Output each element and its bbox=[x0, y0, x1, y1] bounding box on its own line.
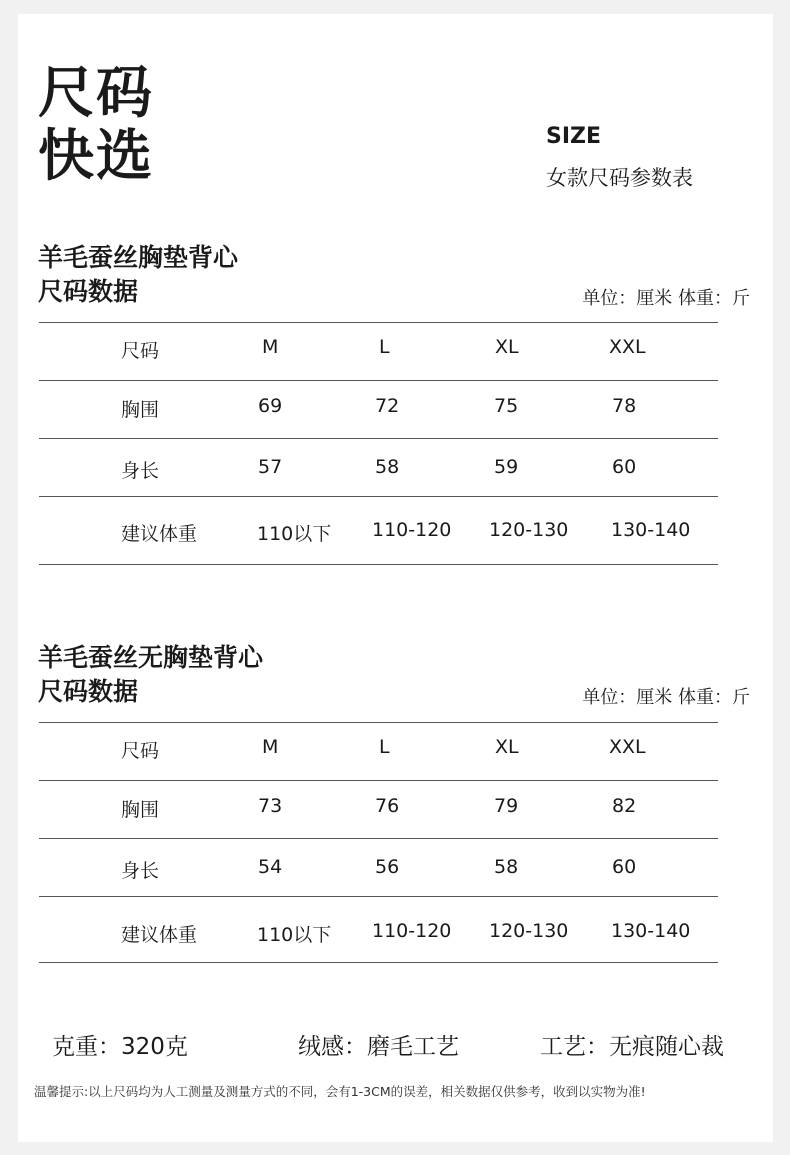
table-cell: 76 bbox=[375, 795, 400, 817]
table-cell: 胸围 bbox=[121, 799, 160, 821]
fabric-feel: 绒感：磨毛工艺 bbox=[298, 1034, 459, 1060]
page-title-line1: 尺码 bbox=[38, 61, 154, 126]
table-cell: 73 bbox=[258, 795, 283, 817]
table2-title-line2: 尺码数据 bbox=[38, 677, 139, 706]
table-cell: 60 bbox=[612, 456, 637, 478]
table-cell: 130-140 bbox=[611, 920, 691, 942]
table-divider bbox=[39, 496, 718, 497]
table-cell: 胸围 bbox=[121, 399, 160, 421]
table-cell: 110以下 bbox=[257, 523, 332, 545]
table-divider bbox=[39, 564, 718, 565]
table-cell: M bbox=[262, 336, 279, 358]
table-cell: 身长 bbox=[121, 460, 160, 482]
table-cell: 尺码 bbox=[121, 340, 160, 362]
table-cell: L bbox=[379, 336, 390, 358]
table-cell: 建议体重 bbox=[121, 924, 198, 946]
table-cell: XL bbox=[495, 736, 519, 758]
page-title bbox=[38, 62, 154, 188]
table-cell: 58 bbox=[494, 856, 519, 878]
table1-title-line2: 尺码数据 bbox=[38, 277, 139, 306]
table-divider bbox=[39, 896, 718, 897]
table-cell: 130-140 bbox=[611, 519, 691, 541]
table-divider bbox=[39, 380, 718, 381]
table2-title bbox=[38, 641, 263, 709]
table-divider bbox=[39, 962, 718, 963]
table1-unit: 单位：厘米 体重：斤 bbox=[582, 288, 750, 309]
table-cell: M bbox=[262, 736, 279, 758]
table-cell: 建议体重 bbox=[121, 523, 198, 545]
table-divider bbox=[39, 838, 718, 839]
table-cell: 54 bbox=[258, 856, 283, 878]
table-cell: 75 bbox=[494, 395, 519, 417]
table-cell: 110以下 bbox=[257, 924, 332, 946]
table1-title-line1: 羊毛蚕丝胸垫背心 bbox=[38, 243, 239, 272]
table-cell: 110-120 bbox=[372, 519, 452, 541]
fabric-weight: 克重：320克 bbox=[52, 1034, 188, 1060]
table-cell: 57 bbox=[258, 456, 283, 478]
table-divider bbox=[39, 722, 718, 723]
table-cell: 69 bbox=[258, 395, 283, 417]
table-cell: 78 bbox=[612, 395, 637, 417]
table2-unit: 单位：厘米 体重：斤 bbox=[582, 687, 750, 708]
table-cell: 82 bbox=[612, 795, 637, 817]
table-cell: 尺码 bbox=[121, 740, 160, 762]
table-cell: L bbox=[379, 736, 390, 758]
table-cell: 56 bbox=[375, 856, 400, 878]
table-cell: 110-120 bbox=[372, 920, 452, 942]
table-cell: 120-130 bbox=[489, 519, 569, 541]
table-cell: 72 bbox=[375, 395, 400, 417]
table-divider bbox=[39, 780, 718, 781]
table2-title-line1: 羊毛蚕丝无胸垫背心 bbox=[38, 643, 264, 672]
table-cell: 79 bbox=[494, 795, 519, 817]
table-divider bbox=[39, 322, 718, 323]
measurement-note: 温馨提示:以上尺码均为人工测量及测量方式的不同，会有1-3CM的误差，相关数据仅供参考，收到以实物为准! bbox=[34, 1084, 646, 1099]
size-label-en: SIZE bbox=[546, 124, 602, 149]
table-cell: 身长 bbox=[121, 860, 160, 882]
table-cell: 58 bbox=[375, 456, 400, 478]
craft-info: 工艺：无痕随心裁 bbox=[540, 1034, 724, 1060]
table-cell: 59 bbox=[494, 456, 519, 478]
table-cell: XXL bbox=[609, 336, 646, 358]
table1-title bbox=[38, 241, 238, 309]
table-cell: XL bbox=[495, 336, 519, 358]
table-divider bbox=[39, 438, 718, 439]
page-title-line2: 快选 bbox=[38, 124, 154, 189]
size-label-cn: 女款尺码参数表 bbox=[546, 166, 693, 190]
table-cell: XXL bbox=[609, 736, 646, 758]
table-cell: 60 bbox=[612, 856, 637, 878]
table-cell: 120-130 bbox=[489, 920, 569, 942]
